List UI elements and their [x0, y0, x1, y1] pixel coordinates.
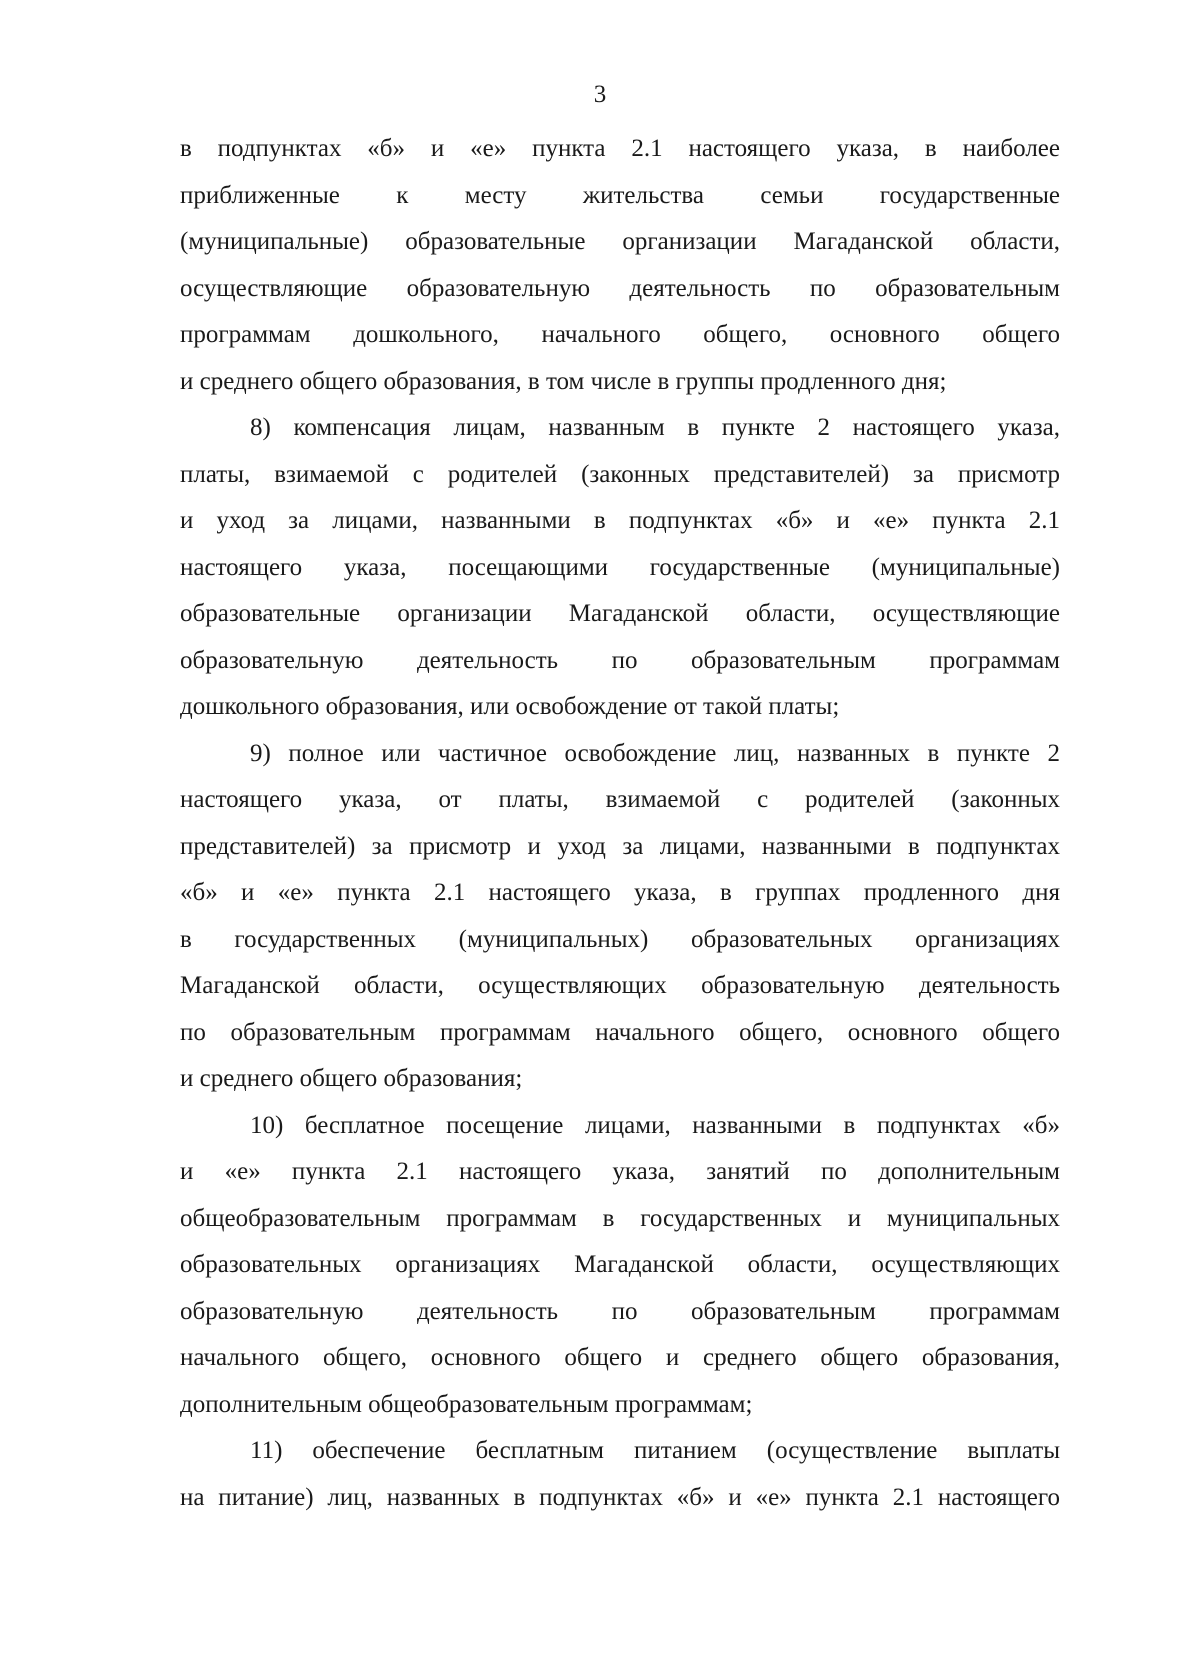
text-line: 11) обеспечение бесплатным питанием (осуществление выплаты [250, 1437, 1060, 1464]
text-line: 8) компенсация лицам, названным в пункте 2 настоящего указа, [250, 414, 1060, 441]
text-line: и среднего общего образования; [180, 1065, 523, 1092]
text-line: настоящего указа, посещающими государственные (муниципальные) [180, 553, 1060, 581]
paragraph-item-9 [180, 731, 1060, 1103]
text-line: начального общего, основного общего и среднего общего образования, [180, 1344, 1060, 1371]
text-line: представителей) за присмотр и уход за лицами, названными в подпунктах [180, 832, 1060, 860]
text-line: образовательные организации Магаданской области, осуществляющие [180, 600, 1060, 627]
text-line: образовательную деятельность по образовательным программам [180, 1297, 1060, 1325]
text-line: осуществляющие образовательную деятельность по образовательным [180, 274, 1060, 302]
paragraph-continuation [180, 126, 1060, 405]
document-body [180, 126, 1060, 1521]
text-line: приближенные к месту жительства семьи государственные [180, 181, 1060, 209]
text-line: общеобразовательным программам в государственных и муниципальных [180, 1204, 1060, 1232]
text-line: образовательную деятельность по образовательным программам [180, 646, 1060, 674]
text-line: и среднего общего образования, в том числе в группы продленного дня; [180, 367, 947, 395]
text-line: «б» и «е» пункта 2.1 настоящего указа, в группах продленного дня [180, 879, 1060, 906]
text-line: дошкольного образования, или освобождение от такой платы; [180, 693, 840, 720]
text-line: на питание) лиц, названных в подпунктах «б» и «е» пункта 2.1 настоящего [180, 1483, 1060, 1511]
text-line: программам дошкольного, начального общего, основного общего [180, 321, 1060, 348]
text-line: образовательных организациях Магаданской области, осуществляющих [180, 1251, 1060, 1278]
text-line: в подпунктах «б» и «е» пункта 2.1 настоящего указа, в наиболее [180, 135, 1060, 162]
text-line: и уход за лицами, названными в подпунктах «б» и «е» пункта 2.1 [180, 507, 1060, 534]
text-line: 9) полное или частичное освобождение лиц, названных в пункте 2 [250, 739, 1060, 767]
text-line: (муниципальные) образовательные организации Магаданской области, [180, 228, 1060, 255]
text-line: 10) бесплатное посещение лицами, названными в подпунктах «б» [250, 1111, 1060, 1139]
text-line: Магаданской области, осуществляющих образовательную деятельность [180, 972, 1060, 999]
text-line: в государственных (муниципальных) образовательных организациях [180, 925, 1060, 953]
text-line: и «е» пункта 2.1 настоящего указа, занятий по дополнительным [180, 1158, 1060, 1185]
text-line: дополнительным общеобразовательным программам; [180, 1390, 753, 1418]
text-line: по образовательным программам начального общего, основного общего [180, 1018, 1060, 1046]
text-line: платы, взимаемой с родителей (законных представителей) за присмотр [180, 460, 1060, 488]
text-line: настоящего указа, от платы, взимаемой с родителей (законных [180, 786, 1060, 813]
paragraph-item-8 [180, 405, 1060, 731]
paragraph-item-11 [180, 1428, 1060, 1521]
paragraph-item-10 [180, 1103, 1060, 1429]
page-number: 3 [593, 81, 607, 108]
